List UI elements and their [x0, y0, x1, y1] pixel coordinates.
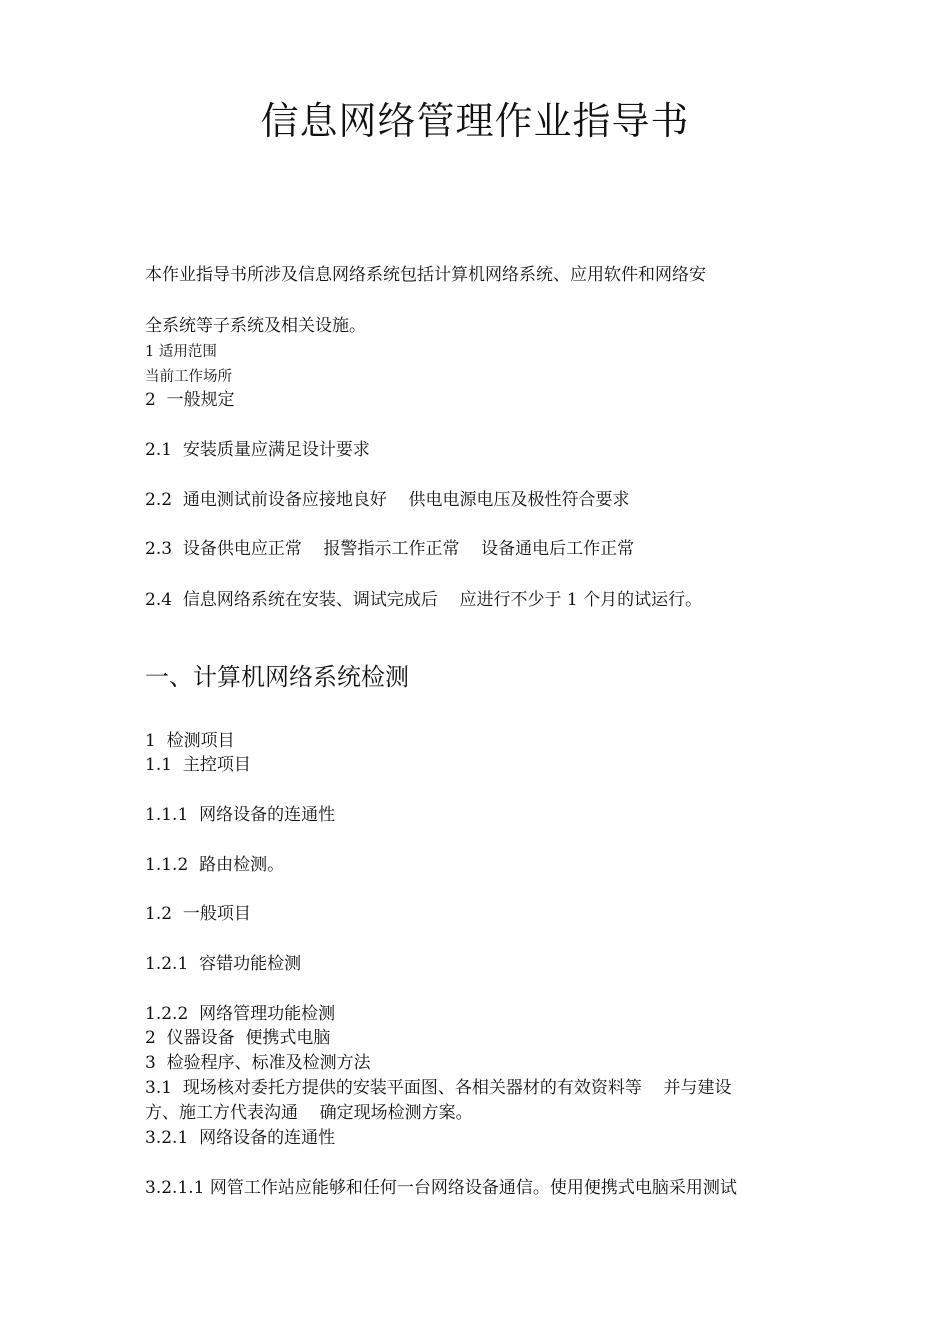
- rule-2-1: 2.1 安装质量应满足设计要求: [145, 440, 370, 460]
- item-1: 1 检测项目: [145, 731, 235, 751]
- item-1-1-1: 1.1.1 网络设备的连通性: [145, 805, 336, 825]
- document-title: 信息网络管理作业指导书: [260, 99, 690, 143]
- rule-2-3: 2.3 设备供电应正常 报警指示工作正常 设备通电后工作正常: [145, 539, 635, 559]
- item-1-2-2: 1.2.2 网络管理功能检测: [145, 1004, 336, 1024]
- section-1-heading: 一、计算机网络系统检测: [145, 663, 409, 691]
- item-3-2-1: 3.2.1 网络设备的连通性: [145, 1128, 336, 1148]
- item-3-1-line-1: 3.1 现场核对委托方提供的安装平面图、各相关器材的有效资料等 并与建设: [145, 1078, 732, 1098]
- intro-line-2: 全系统等子系统及相关设施。: [145, 316, 366, 336]
- scope-text: 当前工作场所: [145, 369, 232, 385]
- item-1-2: 1.2 一般项目: [145, 904, 251, 924]
- item-3: 3 检验程序、标准及检测方法: [145, 1053, 371, 1073]
- item-1-1-2: 1.1.2 路由检测。: [145, 855, 285, 875]
- item-2: 2 仪器设备 便携式电脑: [145, 1028, 331, 1048]
- rule-2-4: 2.4 信息网络系统在安装、调试完成后 应进行不少于 1 个月的试运行。: [145, 590, 703, 610]
- scope-heading: 1 适用范围: [145, 344, 217, 360]
- item-3-1-line-2: 方、施工方代表沟通 确定现场检测方案。: [145, 1103, 473, 1123]
- intro-line-1: 本作业指导书所涉及信息网络系统包括计算机网络系统、应用软件和网络安: [145, 265, 706, 285]
- item-1-2-1: 1.2.1 容错功能检测: [145, 954, 302, 974]
- general-heading: 2 一般规定: [145, 390, 235, 410]
- rule-2-2: 2.2 通电测试前设备应接地良好 供电电源电压及极性符合要求: [145, 490, 630, 510]
- item-1-1: 1.1 主控项目: [145, 755, 251, 775]
- item-3-2-1-1: 3.2.1.1 网管工作站应能够和任何一台网络设备通信。使用便携式电脑采用测试: [145, 1178, 737, 1198]
